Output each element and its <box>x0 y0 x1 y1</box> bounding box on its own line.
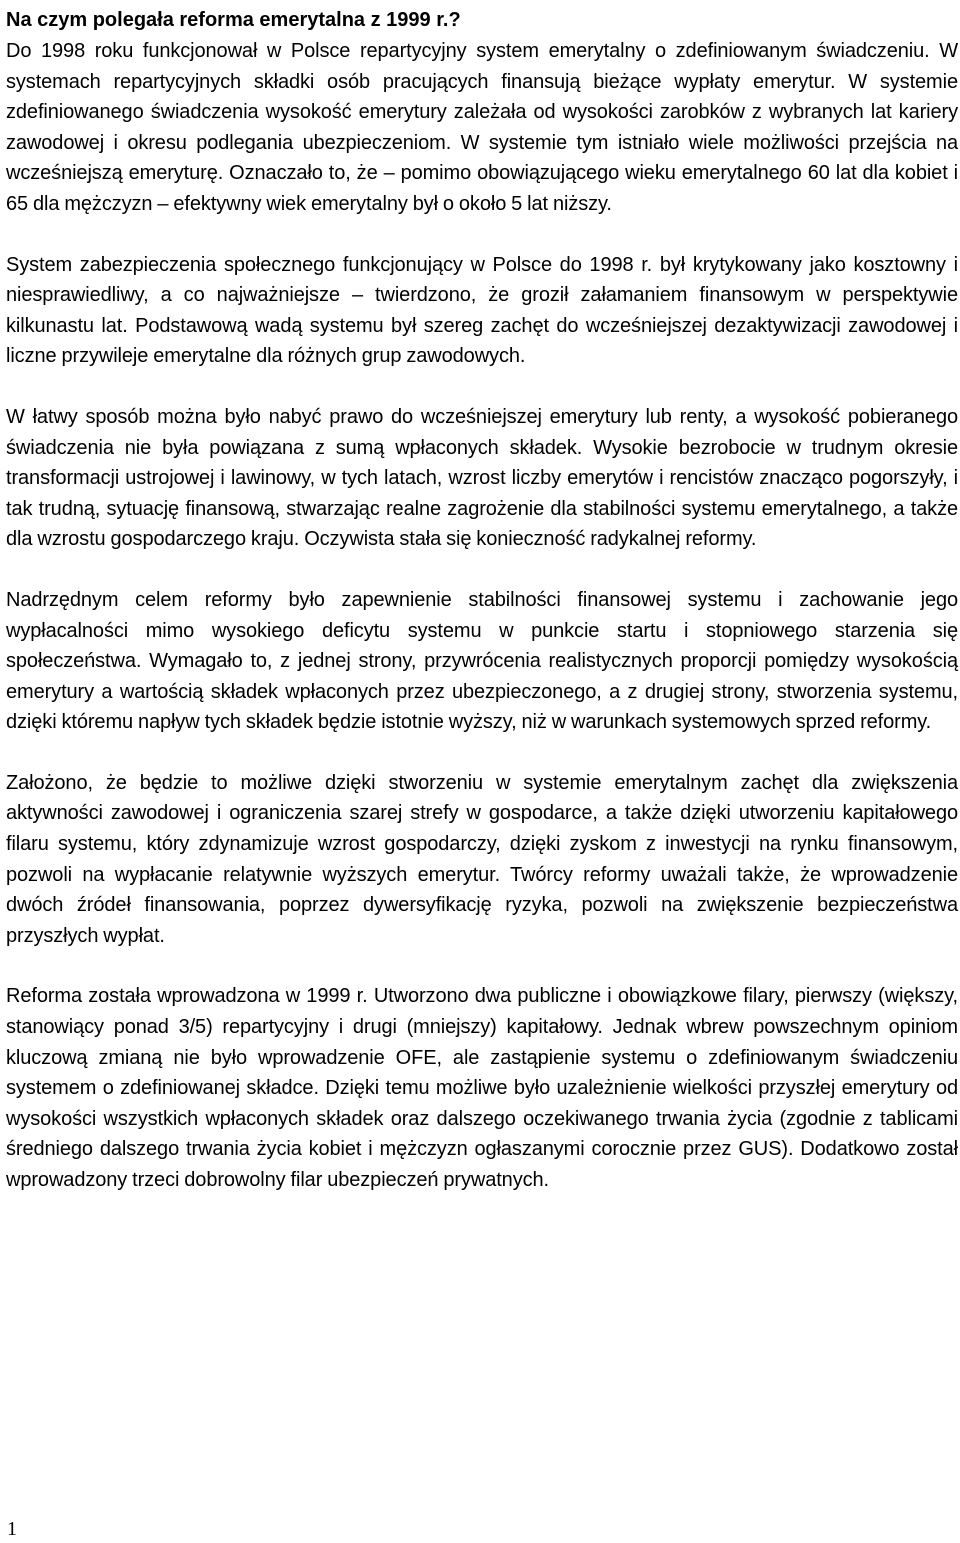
paragraph-assumptions: Założono, że będzie to możliwe dzięki stworzeniu w systemie emerytalnym zachęt dla zwiększenia aktywności zawodowej i ograniczenia szarej strefy w gospodarce, a także dzięki utworzeniu kapitałowego filaru systemu, który zdynamizuje wzrost gospodarczy, dzięki zyskom z inwestycji na rynku finansowym, pozwoli na wypłacanie relatywnie wyższych emerytur. Twórcy reformy uważali także, że wprowadzenie dwóch źródeł finansowania, poprzez dywersyfikację ryzyka, pozwoli na zwiększenie bezpieczeństwa przyszłych wypłat. <box>6 771 958 947</box>
page-number: 1 <box>7 1518 17 1540</box>
paragraph-old-system: Do 1998 roku funkcjonował w Polsce repartycyjny system emerytalny o zdefiniowanym świadczeniu. W systemach repartycyjnych składki osób pracujących finansują bieżące wypłaty emerytur. W systemie zdefiniowanego świadczenia wysokość emerytury zależała od wysokości zarobków z wybranych lat kariery zawodowej i okresu podlegania ubezpieczeniom. W systemie tym istniało wiele możliwości przejścia na wcześniejszą emeryturę. Oznaczało to, że – pomimo obowiązującego wieku emerytalnego 60 lat dla kobiet i 65 dla mężczyzn – efektywny wiek emerytalny był o około 5 lat niższy. <box>6 40 958 215</box>
document-page <box>6 0 958 1196</box>
paragraph-reform-goal: Nadrzędnym celem reformy było zapewnienie stabilności finansowej systemu i zachowanie jego wypłacalności mimo wysokiego deficytu systemu w punkcie startu i stopniowego starzenia się społeczeństwa. Wymagało to, z jednej strony, przywrócenia realistycznych proporcji pomiędzy wysokością emerytury a wartością składek wpłaconych przez ubezpieczonego, a z drugiej strony, stworzenia systemu, dzięki któremu napływ tych składek będzie istotnie wyższy, niż w warunkach systemowych sprzed reformy. <box>6 588 958 734</box>
paragraph-reform-1999: Reforma została wprowadzona w 1999 r. Utworzono dwa publiczne i obowiązkowe filary, pierwszy (większy, stanowiący ponad 3/5) repartycyjny i drugi (mniejszy) kapitałowy. Jednak wbrew powszechnym opiniom kluczową zmianą nie było wprowadzenie OFE, ale zastąpienie systemu o zdefiniowanym świadczeniu systemem o zdefiniowanej składce. Dzięki temu możliwe było uzależnienie wielkości przyszłej emerytury od wysokości wszystkich wpłaconych składek oraz dalszego oczekiwanego trwania życia (zgodnie z tablicami średniego dalszego trwania życia kobiet i mężczyzn ogłaszanymi corocznie przez GUS). Dodatkowo został wprowadzony trzeci dobrowolny filar ubezpieczeń prywatnych. <box>6 985 958 1191</box>
paragraph-early-retirement: W łatwy sposób można było nabyć prawo do wcześniejszej emerytury lub renty, a wysokość pobieranego świadczenia nie była powiązana z sumą wpłaconych składek. Wysokie bezrobocie w trudnym okresie transformacji ustrojowej i lawinowy, w tych latach, wzrost liczby emerytów i rencistów znacząco pogorszyły, i tak trudną, sytuację finansową, stwarzając realne zagrożenie dla stabilności systemu emerytalnego, a także dla wzrostu gospodarczego kraju. Oczywista stała się konieczność radykalnej reformy. <box>6 405 958 551</box>
paragraph-criticism: System zabezpieczenia społecznego funkcjonujący w Polsce do 1998 r. był krytykowany jako kosztowny i niesprawiedliwy, a co najważniejsze – twierdzono, że groził załamaniem finansowym w perspektywie kilkunastu lat. Podstawową wadą systemu był szereg zachęt do wcześniejszej dezaktywizacji zawodowej i liczne przywileje emerytalne dla różnych grup zawodowych. <box>6 253 958 368</box>
document-heading: Na czym polegała reforma emerytalna z 1999 r.? <box>6 9 461 31</box>
